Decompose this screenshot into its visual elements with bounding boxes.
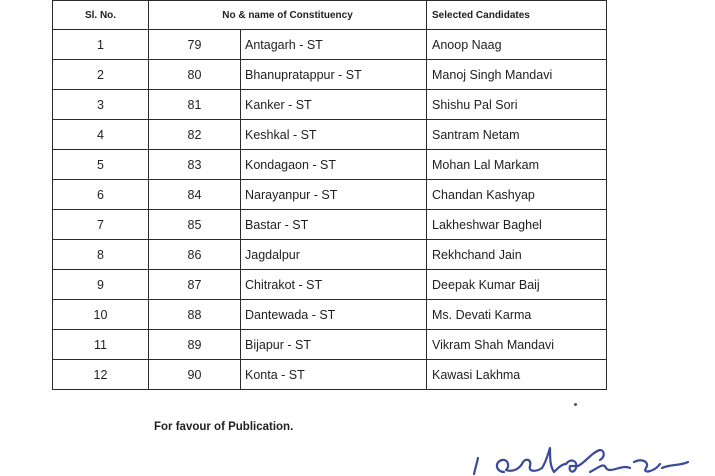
table-row (53, 180, 607, 210)
sl-no-cell: 7 (53, 210, 149, 240)
constituency-number-cell: 83 (149, 150, 241, 180)
constituency-number-cell: 82 (149, 120, 241, 150)
sl-no-cell: 11 (53, 330, 149, 360)
constituency-name-cell: Kanker - ST (241, 90, 427, 120)
candidate-name-cell: Rekhchand Jain (427, 240, 607, 270)
constituency-number-cell: 85 (149, 210, 241, 240)
constituency-name-cell: Chitrakot - ST (241, 270, 427, 300)
sl-no-cell: 10 (53, 300, 149, 330)
table-row (53, 60, 607, 90)
candidate-name-cell: Mohan Lal Markam (427, 150, 607, 180)
header-sl-no: Sl. No. (53, 1, 149, 30)
candidate-name-cell: Ms. Devati Karma (427, 300, 607, 330)
table-row (53, 300, 607, 330)
constituency-name-cell: Antagarh - ST (241, 30, 427, 60)
table-row (53, 90, 607, 120)
constituency-name-cell: Bijapur - ST (241, 330, 427, 360)
candidate-name-cell: Chandan Kashyap (427, 180, 607, 210)
ink-dot (574, 403, 577, 406)
sl-no-cell: 1 (53, 30, 149, 60)
table-row (53, 210, 607, 240)
table-row (53, 150, 607, 180)
constituency-name-cell: Jagdalpur (241, 240, 427, 270)
candidate-name-cell: Santram Netam (427, 120, 607, 150)
constituency-number-cell: 79 (149, 30, 241, 60)
results-table (52, 0, 607, 390)
sl-no-cell: 2 (53, 60, 149, 90)
sl-no-cell: 6 (53, 180, 149, 210)
constituency-name-cell: Dantewada - ST (241, 300, 427, 330)
sl-no-cell: 5 (53, 150, 149, 180)
header-candidates: Selected Candidates (427, 1, 607, 30)
constituency-number-cell: 87 (149, 270, 241, 300)
table-row (53, 30, 607, 60)
signature-image (466, 428, 696, 476)
candidate-name-cell: Deepak Kumar Baij (427, 270, 607, 300)
sl-no-cell: 3 (53, 90, 149, 120)
constituency-name-cell: Kondagaon - ST (241, 150, 427, 180)
constituency-name-cell: Narayanpur - ST (241, 180, 427, 210)
table-row (53, 270, 607, 300)
constituency-name-cell: Konta - ST (241, 360, 427, 390)
constituency-name-cell: Keshkal - ST (241, 120, 427, 150)
sl-no-cell: 9 (53, 270, 149, 300)
constituency-number-cell: 88 (149, 300, 241, 330)
constituency-number-cell: 84 (149, 180, 241, 210)
candidate-name-cell: Shishu Pal Sori (427, 90, 607, 120)
constituency-number-cell: 90 (149, 360, 241, 390)
table-header-row (53, 1, 607, 30)
constituency-number-cell: 89 (149, 330, 241, 360)
constituency-number-cell: 86 (149, 240, 241, 270)
sl-no-cell: 12 (53, 360, 149, 390)
candidate-name-cell: Kawasi Lakhma (427, 360, 607, 390)
constituency-name-cell: Bastar - ST (241, 210, 427, 240)
table-row (53, 240, 607, 270)
constituency-name-cell: Bhanupratappur - ST (241, 60, 427, 90)
header-constituency: No & name of Constituency (149, 1, 427, 30)
table-row (53, 330, 607, 360)
constituency-number-cell: 81 (149, 90, 241, 120)
candidate-name-cell: Lakheshwar Baghel (427, 210, 607, 240)
candidate-name-cell: Manoj Singh Mandavi (427, 60, 607, 90)
sl-no-cell: 8 (53, 240, 149, 270)
table-body (53, 30, 607, 390)
candidate-name-cell: Vikram Shah Mandavi (427, 330, 607, 360)
sl-no-cell: 4 (53, 120, 149, 150)
table-row (53, 360, 607, 390)
table-row (53, 120, 607, 150)
publication-note: For favour of Publication. (154, 421, 294, 433)
constituency-number-cell: 80 (149, 60, 241, 90)
candidate-name-cell: Anoop Naag (427, 30, 607, 60)
